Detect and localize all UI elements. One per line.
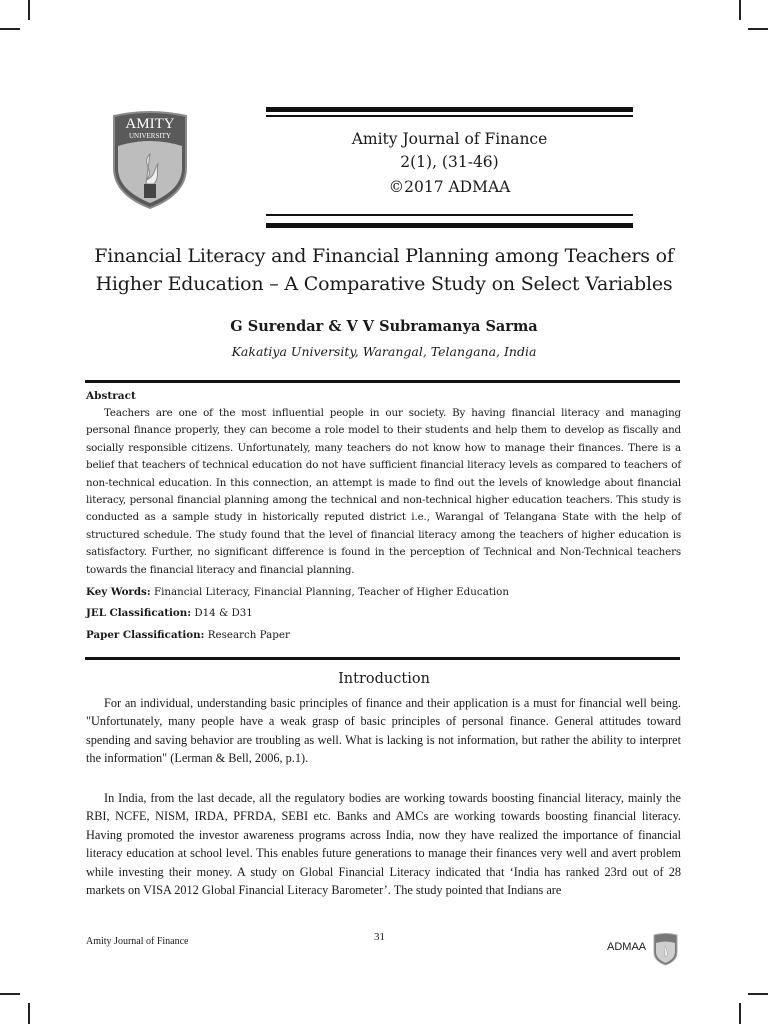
footer-amity-logo	[652, 932, 679, 966]
amity-university-logo	[110, 110, 190, 210]
crop-mark-tr-vertical	[739, 0, 741, 20]
paper-title-line-1: Financial Literacy and Financial Planning among Teachers of	[94, 245, 674, 267]
keywords-label: Key Words:	[86, 586, 151, 598]
jel-line	[86, 607, 253, 619]
crop-mark-tr-horizontal	[748, 28, 768, 30]
affiliation: Kakatiya University, Warangal, Telangana, India	[231, 344, 537, 359]
header-rule-thick-bottom	[266, 223, 633, 228]
paper-classification-line	[86, 629, 290, 641]
abstract-body: Teachers are one of the most influential people in our society. By having financial literacy and managing personal finance properly, they can become a role model to their students and help them to develop as fiscally and socially responsible citizens. Unfortunately, many teachers do not know how to manage their finances. There is a belief that teachers of technical education do not have sufficient financial literacy levels as compared to teachers of non-technical education. In this connection, an attempt is made to find out the levels of knowledge about financial literacy, personal financial planning among the technical and non-technical higher education teachers. This study is conducted as a sample study in historically reputed district i.e., Warangal of Telangana State with the help of structured schedule. The study found that the level of financial literacy among the teachers of higher education is satisfactory. Further, no significant difference is found in the perception of Technical and Non-Technical teachers towards the financial literacy and financial planning.	[86, 407, 681, 576]
volume-issue: 2(1), (31-46)	[400, 153, 499, 171]
keywords-line	[86, 586, 509, 598]
crop-mark-tl-horizontal	[0, 28, 20, 30]
paper-title	[80, 242, 688, 298]
jel-label: JEL Classification:	[86, 607, 192, 619]
paper-title-line-2: Higher Education – A Comparative Study on Select Variables	[95, 273, 673, 295]
footer-journal-name: Amity Journal of Finance	[86, 936, 189, 947]
logo-subtitle: UNIVERSITY	[129, 132, 171, 140]
introduction-heading: Introduction	[338, 671, 430, 687]
abstract-heading: Abstract	[86, 390, 136, 402]
crop-mark-br-horizontal	[748, 993, 768, 995]
logo-title: AMITY	[125, 116, 175, 132]
header-rule-thick-top	[266, 107, 633, 112]
introduction-paragraph-1: For an individual, understanding basic principles of finance and their application is a must for financial well being. "Unfortunately, many people have a weak grasp of basic principles of personal finance. General attitudes toward spending and saving behavior are troubling as well. What is lacking is not information, but rather the ability to interpret the information" (Lerman & Bell, 2006, p.1).	[86, 696, 681, 766]
paper-classification-label: Paper Classification:	[86, 629, 205, 641]
page-number: 31	[374, 931, 385, 943]
crop-mark-bl-horizontal	[0, 993, 20, 995]
introduction-top-rule	[85, 657, 680, 660]
crop-mark-bl-vertical	[28, 1003, 30, 1024]
jel-value: D14 & D31	[194, 607, 253, 619]
header-rule-thin-bottom	[266, 214, 633, 216]
copyright: ©2017 ADMAA	[388, 178, 511, 196]
crop-mark-br-vertical	[739, 1003, 741, 1024]
journal-name: Amity Journal of Finance	[351, 130, 548, 148]
authors: G Surendar & V V Subramanya Sarma	[230, 318, 538, 335]
crop-mark-tl-vertical	[28, 0, 30, 20]
footer-publisher: ADMAA	[607, 941, 647, 953]
abstract-top-rule	[85, 380, 680, 383]
introduction-paragraph-2: In India, from the last decade, all the regulatory bodies are working towards boosting financial literacy, mainly the RBI, NCFE, NISM, IRDA, PFRDA, SEBI etc. Banks and AMCs are working towards boosting financial literacy. Having promoted the investor awareness programs across India, now they have realized the importance of financial literacy education at school level. This enables future generations to manage their finances very well and avert problem while investing their money. A study on Global Financial Literacy indicated that ‘India has ranked 23rd out of 28 markets on VISA 2012 Global Financial Literacy Barometer’. The study pointed that Indians are	[86, 791, 681, 898]
paper-classification-value: Research Paper	[207, 629, 290, 641]
keywords-value: Financial Literacy, Financial Planning, Teacher of Higher Education	[153, 586, 509, 598]
journal-header	[266, 107, 633, 228]
